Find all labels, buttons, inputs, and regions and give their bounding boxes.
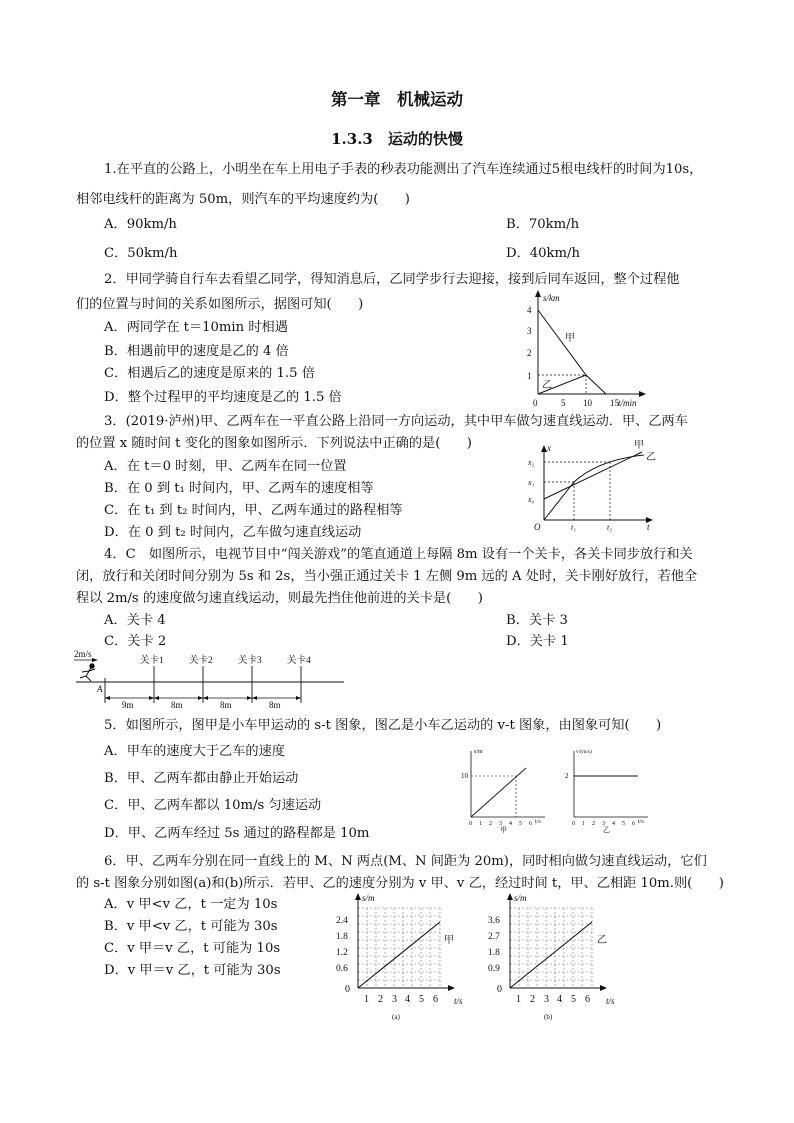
q2-ytick: 4 [527,305,532,315]
q4-gap-label: 8m [269,700,281,710]
q2-label-jia: 甲 [565,333,575,344]
runner-icon [80,664,95,681]
q5-xtick: 4 [509,821,512,827]
q5-xtick: 5 [519,821,522,827]
q6b-xtick: 2 [530,994,535,1005]
q6b-ytick: 3.6 [488,916,500,926]
q5-yi-ytick: 2 [565,772,569,780]
q6a-xtick: 5 [419,994,424,1005]
q6b-origin: 0 [497,984,502,995]
q2-ytick: 2 [527,348,532,358]
q5-stem: 5．如图所示，图甲是小车甲运动的 s-t 图象，图乙是小车乙运动的 v-t 图象，由图象可知( ) [104,718,662,733]
q5-graph-yi [560,745,655,833]
q4-gate-diagram [70,648,350,710]
q4-stem-line2: 闭，放行和关闭时间分别为 5s 和 2s，当小强正通过关卡 1 左侧 9m 远的 A 处时，关卡刚好放行，若他全 [76,569,698,584]
q5-yi-ylabel: v/(m/s) [576,749,592,755]
q1-option-a: A．90km/h [104,217,177,232]
q1-stem-line1: 1.在平直的公路上，小明坐在车上用电子手表的秒表功能测出了汽车连续通过5根电线杆的时间为10s， [104,162,703,177]
q3-option-c: C．在 t₁ 到 t₂ 时间内，甲、乙两车通过的路程相等 [104,503,403,518]
q6-stem-line1: 6．甲、乙两车分别在同一直线上的 M、N 两点(M、N 间距为 20m)，同时相向做匀速直线运动，它们 [104,854,707,869]
q5-jia-xlabel: t/s [535,819,541,825]
q2-stem-line2: 们的位置与时间的关系如图所示，据图可知( ) [76,297,364,312]
q1-option-c: C．50km/h [104,246,178,261]
q4-stem-line1: 4．C 如图所示，电视节目中“闯关游戏”的笔直通道上每隔 8m 设有一个关卡，各关卡同步放行和关 [104,547,693,562]
section-title: 1.3.3 运动的快慢 [331,130,463,148]
q3-x0-tick: x₀ [528,495,535,504]
q5-option-b: B．甲、乙两车都由静止开始运动 [104,771,299,786]
q3-ylabel: x [547,443,551,453]
q5-yi-xlabel: t/s [638,819,644,825]
q2-ytick: 1 [527,371,532,381]
q4-option-c: C．关卡 2 [104,634,167,649]
q2-xtick: 15 [610,398,619,408]
q2-option-a: A．两同学在 t＝10min 时相遇 [104,320,288,335]
q3-option-d: D．在 0 到 t₂ 时间内，乙车做匀速直线运动 [104,525,362,540]
q3-label-yi: 乙 [646,452,656,463]
q3-t1-tick: t₁ [571,523,577,532]
q4-option-a: A．关卡 4 [104,613,166,628]
q3-xlabel: t [647,522,650,532]
q6b-caption: (b) [544,1013,553,1021]
q2-xlabel: t/min [618,398,637,408]
q5-xtick: 2 [489,821,492,827]
q1-stem-line2: 相邻电线杆的距离为 50m，则汽车的平均速度约为( ) [76,192,410,207]
q2-label-yi: 乙 [542,380,552,391]
q2-xtick: 5 [561,398,566,408]
q6b-ylabel: s/m [514,893,527,903]
q2-ylabel: s/km [543,293,560,303]
q3-x1-tick: x₁ [528,478,535,487]
q5-option-c: C．甲、乙两车都以 10m/s 匀速运动 [104,798,322,813]
q6b-ytick: 1.8 [488,948,500,958]
q6a-ytick: 0.6 [336,964,348,974]
q6a-xtick: 2 [378,994,383,1005]
q6-stem-line2: 的 s-t 图象分别如图(a)和(b)所示．若甲、乙的速度分别为 v 甲、v 乙，经过时间 t，甲、乙相距 10m.则( ) [76,876,724,891]
q6-option-b: B．v 甲<v 乙，t 可能为 30s [104,919,278,934]
q5-xtick: 1 [479,821,482,827]
q6b-xlabel: t/s [606,996,615,1006]
q5-xtick: 4 [612,821,615,827]
q5-xtick: 2 [592,821,595,827]
q4-speed-label: 2m/s [74,649,92,659]
q5-xtick: 1 [582,821,585,827]
q6b-ytick: 2.7 [488,932,500,942]
q6-graph-a [330,892,470,1022]
chapter-title: 第一章 机械运动 [331,90,463,109]
q6-option-d: D．v 甲＝v 乙，t 可能为 30s [104,963,281,978]
q3-origin: O [534,522,541,532]
q6a-xtick: 6 [433,994,438,1005]
q5-xtick: 0 [572,821,575,827]
q6a-ytick: 2.4 [336,916,348,926]
q3-x2-tick: x₂ [528,458,535,467]
q5-xtick: 3 [499,821,502,827]
q6-graph-b [482,892,622,1022]
q6a-xlabel: t/s [454,996,463,1006]
q4-gap-label: 8m [171,700,183,710]
q2-option-b: B．相遇前甲的速度是乙的 4 倍 [104,344,289,359]
q3-line-yi [544,455,644,520]
q4-gate-label: 关卡2 [189,656,213,666]
q2-option-d: D．整个过程甲的平均速度是乙的 1.5 倍 [104,390,342,405]
q6a-xtick: 1 [364,994,369,1005]
q6a-caption: (a) [392,1013,400,1021]
q5-jia-ylabel: s/m [474,749,483,755]
q6a-line-label: 甲 [444,935,454,946]
q3-stem-line1: 3．(2019·泸州)甲、乙两车在一平直公路上沿同一方向运动，其中甲车做匀速直线运动．甲、乙两车 [104,414,688,429]
q5-xtick: 6 [529,821,532,827]
q3-t2-tick: t₂ [607,523,613,532]
q4-gate-label: 关卡3 [238,656,262,666]
q4-gate-label: 关卡1 [140,656,164,666]
q2-xtick: 10 [583,398,592,408]
q3-xt-graph [528,440,660,532]
q6-option-a: A．v 甲<v 乙，t 一定为 10s [104,897,278,912]
q6a-ylabel: s/m [362,893,375,903]
q1-option-b: B．70km/h [506,217,580,232]
q6b-ytick: 0.9 [488,964,500,974]
q5-option-d: D．甲、乙两车经过 5s 通过的路程都是 10m [104,826,370,841]
q3-label-jia: 甲 [634,440,644,451]
q5-xtick: 3 [602,821,605,827]
q5-xtick: 6 [632,821,635,827]
q2-xtick: 0 [533,398,538,408]
q5-xtick: 5 [622,821,625,827]
q6b-line-label: 乙 [597,935,607,946]
q4-gate-label: 关卡4 [287,656,311,666]
q3-option-a: A．在 t＝0 时刻，甲、乙两车在同一位置 [104,459,347,474]
q6b-xtick: 5 [571,994,576,1005]
q6b-xtick: 4 [557,994,562,1005]
q6b-xtick: 3 [544,994,549,1005]
q5-jia-ytick: 10 [461,772,468,780]
q6a-xtick: 3 [392,994,397,1005]
q5-graph-jia [455,745,550,833]
q6-option-c: C．v 甲＝v 乙，t 可能为 10s [104,941,281,956]
q6a-ytick: 1.2 [336,948,348,958]
q3-stem-line2: 的位置 x 随时间 t 变化的图象如图所示．下列说法中正确的是( ) [76,436,472,451]
q6a-xtick: 4 [405,994,410,1005]
q6b-xtick: 1 [516,994,521,1005]
q2-ytick: 3 [527,326,532,336]
q5-jia-caption: 甲 [500,826,507,833]
q6a-ytick: 1.8 [336,932,348,942]
q4-gap-label: 9m [122,700,134,710]
q5-xtick: 0 [469,821,472,827]
q5-yi-caption: 乙 [603,826,610,833]
q1-option-d: D．40km/h [506,246,580,261]
q4-stem-line3: 程以 2m/s 的速度做匀速直线运动，则最先挡住他前进的关卡是( ) [76,591,483,606]
q4-option-d: D．关卡 1 [506,634,569,649]
q2-st-graph [510,288,650,410]
q5-option-a: A．甲车的速度大于乙车的速度 [104,744,285,759]
q2-stem-line1: 2．甲同学骑自行车去看望乙同学，得知消息后，乙同学步行去迎接，接到后同车返回，整个过程他 [104,272,680,287]
q6b-xtick: 6 [585,994,590,1005]
q4-point-a: A [97,684,103,694]
q3-option-b: B．在 0 到 t₁ 时间内，甲、乙两车的速度相等 [104,481,374,496]
q6a-origin: 0 [345,984,350,995]
q4-option-b: B．关卡 3 [506,613,568,628]
q3-line-jia [544,452,642,499]
q5-jia-line [471,768,526,817]
q4-gap-label: 8m [220,700,232,710]
q2-option-c: C．相遇后乙的速度是原来的 1.5 倍 [104,366,315,381]
